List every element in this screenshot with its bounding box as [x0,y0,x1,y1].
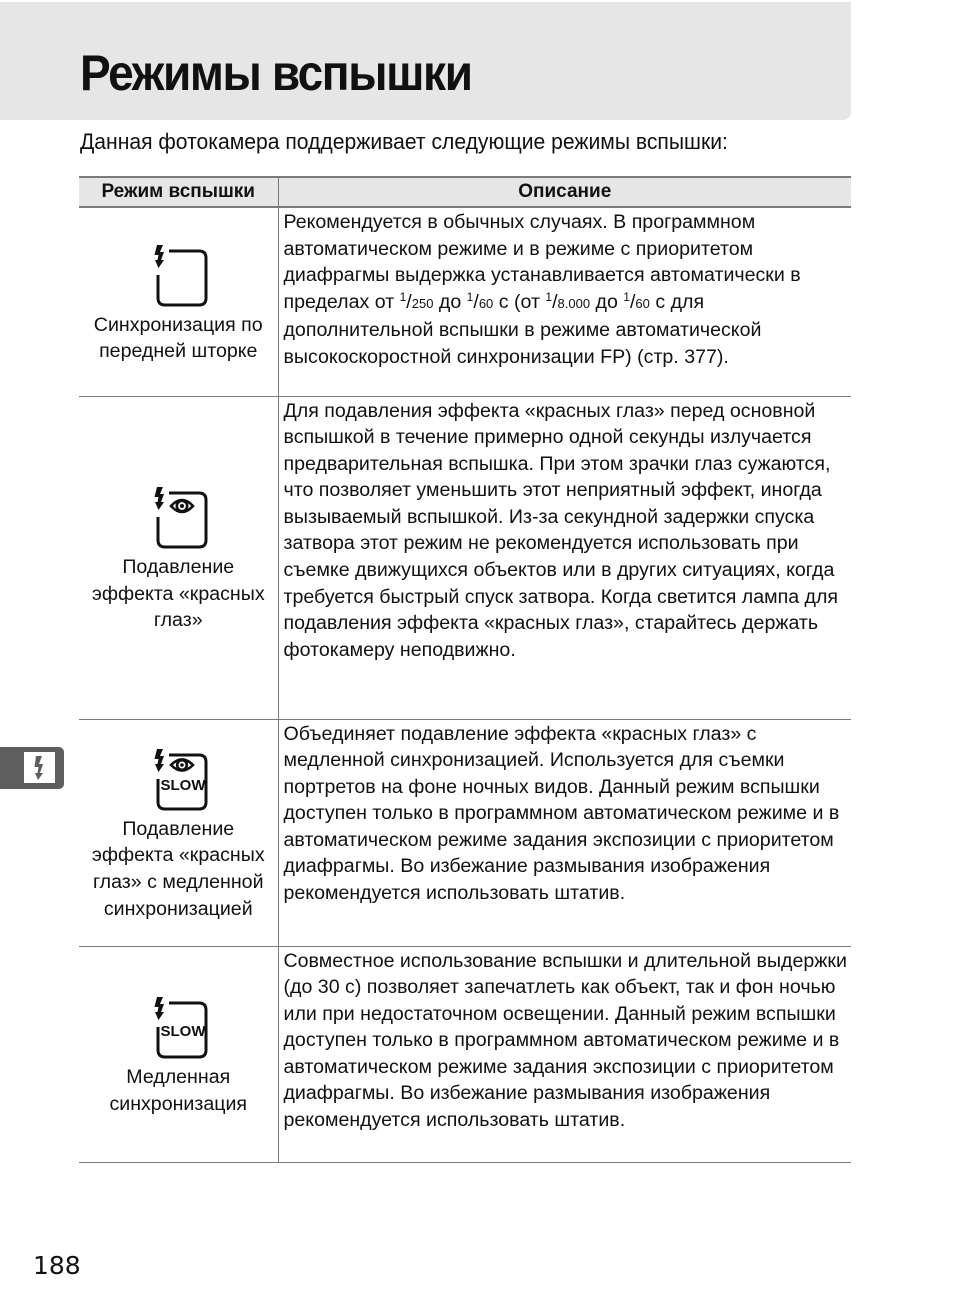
fraction-denominator: 60 [635,295,650,311]
fraction-denominator: 60 [478,295,494,311]
table-row [79,719,851,946]
description-cell: Объединяет подавление эффекта «красных глаз» с медленной синхронизацией. Используется для съемки портретов на фоне ночных видов. Данный режим вспышки доступен только в программном автоматическом режиме и в автоматическом режиме задания экспозиции с приоритетом диафрагмы. Во избежание размывания изображения рекомендуется использовать штатив. [278,719,851,946]
page-title: Режимы вспышки [80,45,472,101]
red-eye-slow-sync-icon [143,743,213,811]
slow-icon-text: SLOW [160,1022,206,1040]
mode-cell [79,946,278,1162]
table-header-row [79,177,851,207]
mode-label: Медленная синхронизация [109,1065,248,1115]
front-curtain-sync-icon [143,239,213,307]
flash-modes-table [79,176,851,1163]
chapter-side-tab [0,747,64,789]
red-eye-reduction-icon [143,481,213,549]
slow-sync-icon [143,991,213,1059]
fraction-denominator: 250 [411,295,434,311]
column-header-mode: Режим вспышки [79,177,278,207]
slow-icon-text: SLOW [160,776,206,794]
page-number: 188 [33,1251,81,1280]
mode-cell [79,719,278,946]
fraction-numerator: 1 [466,289,474,304]
description-text: с (от [493,290,546,313]
mode-label: Синхронизация по передней шторке [93,313,263,363]
flash-icon [24,752,55,783]
description-text: до [433,290,467,313]
description-text: Рекомендуется в обычных случаях. В программном автоматическом режиме и в режиме с приоритетом диафрагмы выдержка устанавливается автоматически в пределах от [283,211,801,313]
mode-cell [79,207,278,396]
mode-cell [79,396,278,719]
fraction-denominator: 8.000 [557,295,591,311]
description-cell: Для подавления эффекта «красных глаз» перед основной вспышкой в течение примерно одной секунды излучается предварительная вспышка. При этом зрачки глаз сужаются, что позволяет уменьшить этот неприятный эффект, иногда вызываемый вспышкой. Из-за секундной задержки спуска затвора этот режим не рекомендуется использовать при съемке движущихся объектов или в других ситуациях, когда требуется быстрый спуск затвора. Когда светится лампа для подавления эффекта «красных глаз», старайтесь держать фотокамеру неподвижно. [278,396,851,719]
table-row [79,207,851,396]
table-row [79,946,851,1162]
column-header-description: Описание [278,177,851,207]
fraction-numerator: 1 [545,289,553,304]
mode-label: Подавление эффекта «красных глаз» [91,556,265,632]
fraction-numerator: 1 [399,289,407,304]
description-cell: Рекомендуется в обычных случаях. В программном автоматическом режиме и в режиме с приоритетом диафрагмы выдержка устанавливается автоматически в пределах от $^1$/250 до $^1$/60 с (от $^1$/8.000 до $^1$/60 с для дополнительной вспышки в режиме автоматической высокоскоростной синхронизации FP) (стр. 377). [278,207,851,396]
fraction-numerator: 1 [623,289,630,304]
table-row [79,396,851,719]
intro-text: Данная фотокамера поддерживает следующие режимы вспышки: [80,129,728,154]
description-cell: Совместное использование вспышки и длительной выдержки (до 30 с) позволяет запечатлеть как объект, так и фон ночью или при недостаточном освещении. Данный режим вспышки доступен только в программном автоматическом режиме и в автоматическом режиме задания экспозиции с приоритетом диафрагмы. Во избежание размывания изображения рекомендуется использовать штатив. [278,946,851,1162]
mode-label: Подавление эффекта «красных глаз» с медленной синхронизацией [91,817,265,920]
description-text: до [590,290,624,313]
description-text: с для дополнительной вспышки в режиме автоматической высокоскоростной синхронизации FP) (стр. 377). [283,290,762,368]
